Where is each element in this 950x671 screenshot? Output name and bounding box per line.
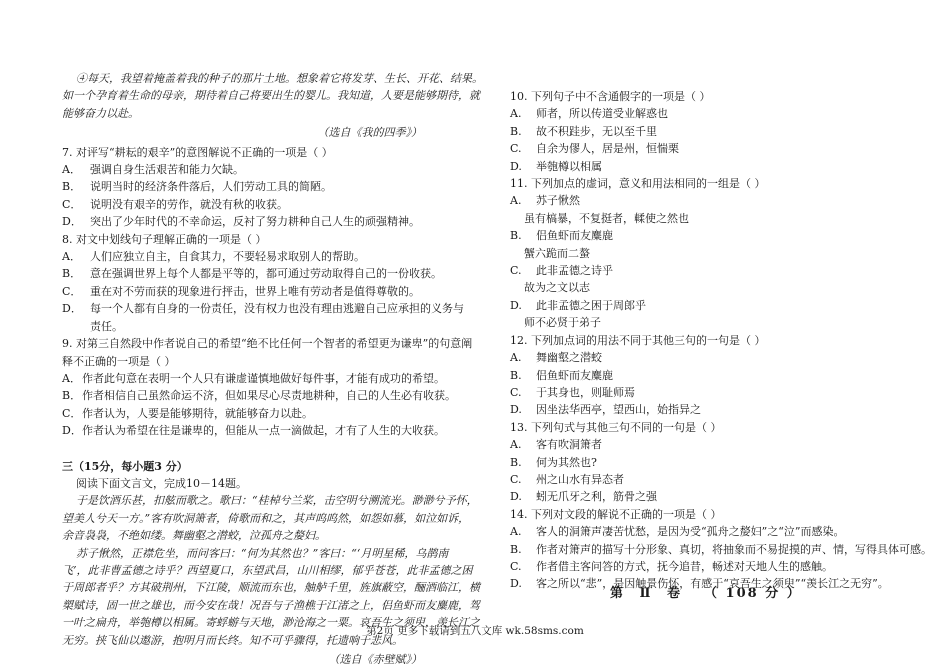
question-9-stem: 9. 对第三自然段中作者说自己的希望“绝不比任何一个智者的希望更为谦卑”的句意阐	[62, 337, 473, 351]
option: A． 作者此句意在表明一个人只有谦虚谨慎地做好每件事，才能有成功的希望。	[62, 371, 445, 385]
option: A. 客有吹洞箫者	[510, 438, 602, 452]
option: C． 重在对不劳而获的现象进行抨击，世界上唯有劳动者是值得尊敬的。	[62, 284, 420, 298]
passage-line: 一叶之扁舟，举匏樽以相属。寄蜉蝣与天地，渺沧海之一粟。哀吾生之须臾，羡长江之	[62, 616, 480, 630]
question-9-stem-cont: 释不正确的一项是（ ）	[62, 354, 176, 368]
option: D. 此非孟德之困于周郎乎	[510, 298, 646, 312]
source-citation: （选自《我的四季》）	[317, 126, 422, 140]
option: D. 蚓无爪牙之利，筋骨之强	[510, 490, 657, 504]
part-two-label: 第 Ⅱ 卷	[610, 586, 687, 601]
option: B. 故不积跬步，无以至千里	[510, 124, 657, 138]
source-citation: （选自《赤壁赋》）	[328, 653, 422, 666]
option-second-line: 虽有槁暴，不复挺者，輮使之然也	[524, 211, 689, 225]
option: D． 每一个人都有自身的一份责任，没有权力也没有理由逃避自己应承担的义务与	[62, 302, 464, 316]
passage-line: 于是饮酒乐甚，扣舷而歌之。歌曰：“桂棹兮兰桨，击空明兮溯流光。渺渺兮予怀，	[76, 494, 478, 508]
option: B. 何为其然也?	[510, 455, 597, 469]
passage-line: 余音袅袅，不绝如缕。舞幽壑之潜蛟，泣孤舟之嫠妇。	[62, 529, 326, 543]
option: B. 作者对箫声的描写十分形象、真切，将抽象而不易捉摸的声、情，写得具体可感。	[510, 542, 932, 556]
question-7-stem: 7. 对评写“耕耘的艰辛”的意图解说不正确的一项是（ ）	[62, 145, 333, 159]
option: C. 于其身也，则耻师焉	[510, 385, 635, 399]
option: B． 说明当时的经济条件落后，人们劳动工具的简陋。	[62, 180, 332, 194]
part-two-score: （ 108 分 ）	[704, 586, 802, 601]
passage-line: 苏子愀然，正襟危坐，而问客曰：“何为其然也？”客曰：“‘月明星稀，乌鹊南	[76, 546, 449, 560]
section-3-intro: 阅读下面文言文，完成10－14题。	[76, 476, 247, 490]
question-12-stem: 12. 下列加点词的用法不同于其他三句的一句是（ ）	[510, 333, 766, 347]
passage-line: 能够奋力以赴。	[62, 106, 139, 120]
section-3-heading: 三（15分，每小题3 分）	[62, 459, 188, 473]
option: D. 因坐法华西亭，望西山，始指异之	[510, 403, 701, 417]
option-second-line: 故为之文以志	[524, 281, 590, 295]
option: D． 突出了少年时代的不幸命运，反衬了努力耕种自己人生的顽强精神。	[62, 215, 420, 229]
option: D. 客之所以“悲”，是因触景伤怀，有感于“哀吾生之须臾”“羡长江之无穷”。	[510, 577, 889, 591]
option-second-line: 师不必贤于弟子	[524, 316, 601, 330]
question-13-stem: 13. 下列句式与其他三句不同的一句是（ ）	[510, 420, 722, 434]
passage-line: 如一个孕育着生命的母亲，期待着自己将要出生的婴儿。我知道，人要是能够期待，就	[62, 89, 480, 103]
option: B． 作者相信自己虽然命运不济，但如果尽心尽责地耕种，自己的人生必有收获。	[62, 389, 456, 403]
option-second-line: 蟹六跪而二螯	[524, 246, 590, 260]
option: D. 举匏樽以相属	[510, 159, 602, 173]
option: B. 侣鱼虾而友麋鹿	[510, 229, 613, 243]
option-continuation: 责任。	[90, 319, 123, 333]
page-footer: 第2页 更多下载请到五八文库 wk.58sms.com	[366, 625, 584, 637]
option: A. 舞幽壑之潜蛟	[510, 351, 602, 365]
passage-line: ④每天，我望着掩盖着我的种子的那片土地。想象着它将发芽、生长、开花、结果。	[76, 72, 483, 85]
passage-line: 于周郎者乎？方其破荆州，下江陵，顺流而东也，舳舻千里，旌旗蔽空，酾酒临江，横	[62, 581, 480, 595]
option: A. 客人的洞箫声凄苦忧愁，是因为受“孤舟之嫠妇”之“泣”而感染。	[510, 525, 845, 539]
passage-line: 槊赋诗，固一世之雄也，而今安在哉！况吾与子渔樵于江渚之上，侣鱼虾而友麋鹿，驾	[62, 598, 480, 612]
question-11-stem: 11. 下列加点的虚词，意义和用法相同的一组是（ ）	[510, 177, 766, 191]
option: C． 作者认为，人要是能够期待，就能够奋力以赴。	[62, 406, 313, 420]
option: A. 苏子愀然	[510, 194, 580, 208]
passage-line: 飞’，此非曹孟德之诗乎？西望夏口，东望武昌，山川相缪，郁乎苍苍，此非孟德之困	[62, 563, 473, 577]
right-column	[510, 88, 932, 593]
option: A． 强调自身生活艰苦和能力欠缺。	[62, 163, 244, 177]
option: C. 此非孟德之诗乎	[510, 264, 613, 278]
option: C. 自余为僇人，居是州，恒惴栗	[510, 142, 679, 156]
option: C. 州之山水有异态者	[510, 472, 624, 486]
part-two-heading	[610, 582, 802, 601]
option: B． 意在强调世界上每个人都是平等的，都可通过劳动取得自己的一份收获。	[62, 267, 442, 281]
question-8-stem: 8. 对文中划线句子理解正确的一项是（ ）	[62, 232, 267, 246]
option: A． 人们应独立自主，自食其力，不要轻易求取别人的帮助。	[62, 250, 365, 264]
option: A. 师者，所以传道受业解惑也	[510, 107, 668, 121]
option: C． 说明没有艰辛的劳作，就没有秋的收获。	[62, 197, 288, 211]
question-10-stem: 10. 下列句子中不含通假字的一项是（ ）	[510, 90, 711, 103]
passage-line: 望美人兮天一方。”客有吹洞箫者，倚歌而和之，其声呜呜然，如怨如慕，如泣如诉，	[62, 511, 470, 525]
option: B. 侣鱼虾而友麋鹿	[510, 368, 613, 382]
passage-line: 无穷。挟飞仙以遨游，抱明月而长终。知不可乎骤得，托遗响于悲风。	[62, 633, 403, 647]
question-14-stem: 14. 下列对文段的解说不正确的一项是（ ）	[510, 507, 722, 521]
option: C. 作者借主客问答的方式，抚今追昔，畅述对天地人生的感触。	[510, 559, 833, 573]
option: D． 作者认为希望在往是谦卑的，但能从一点一滴做起，才有了人生的大收获。	[62, 424, 445, 438]
